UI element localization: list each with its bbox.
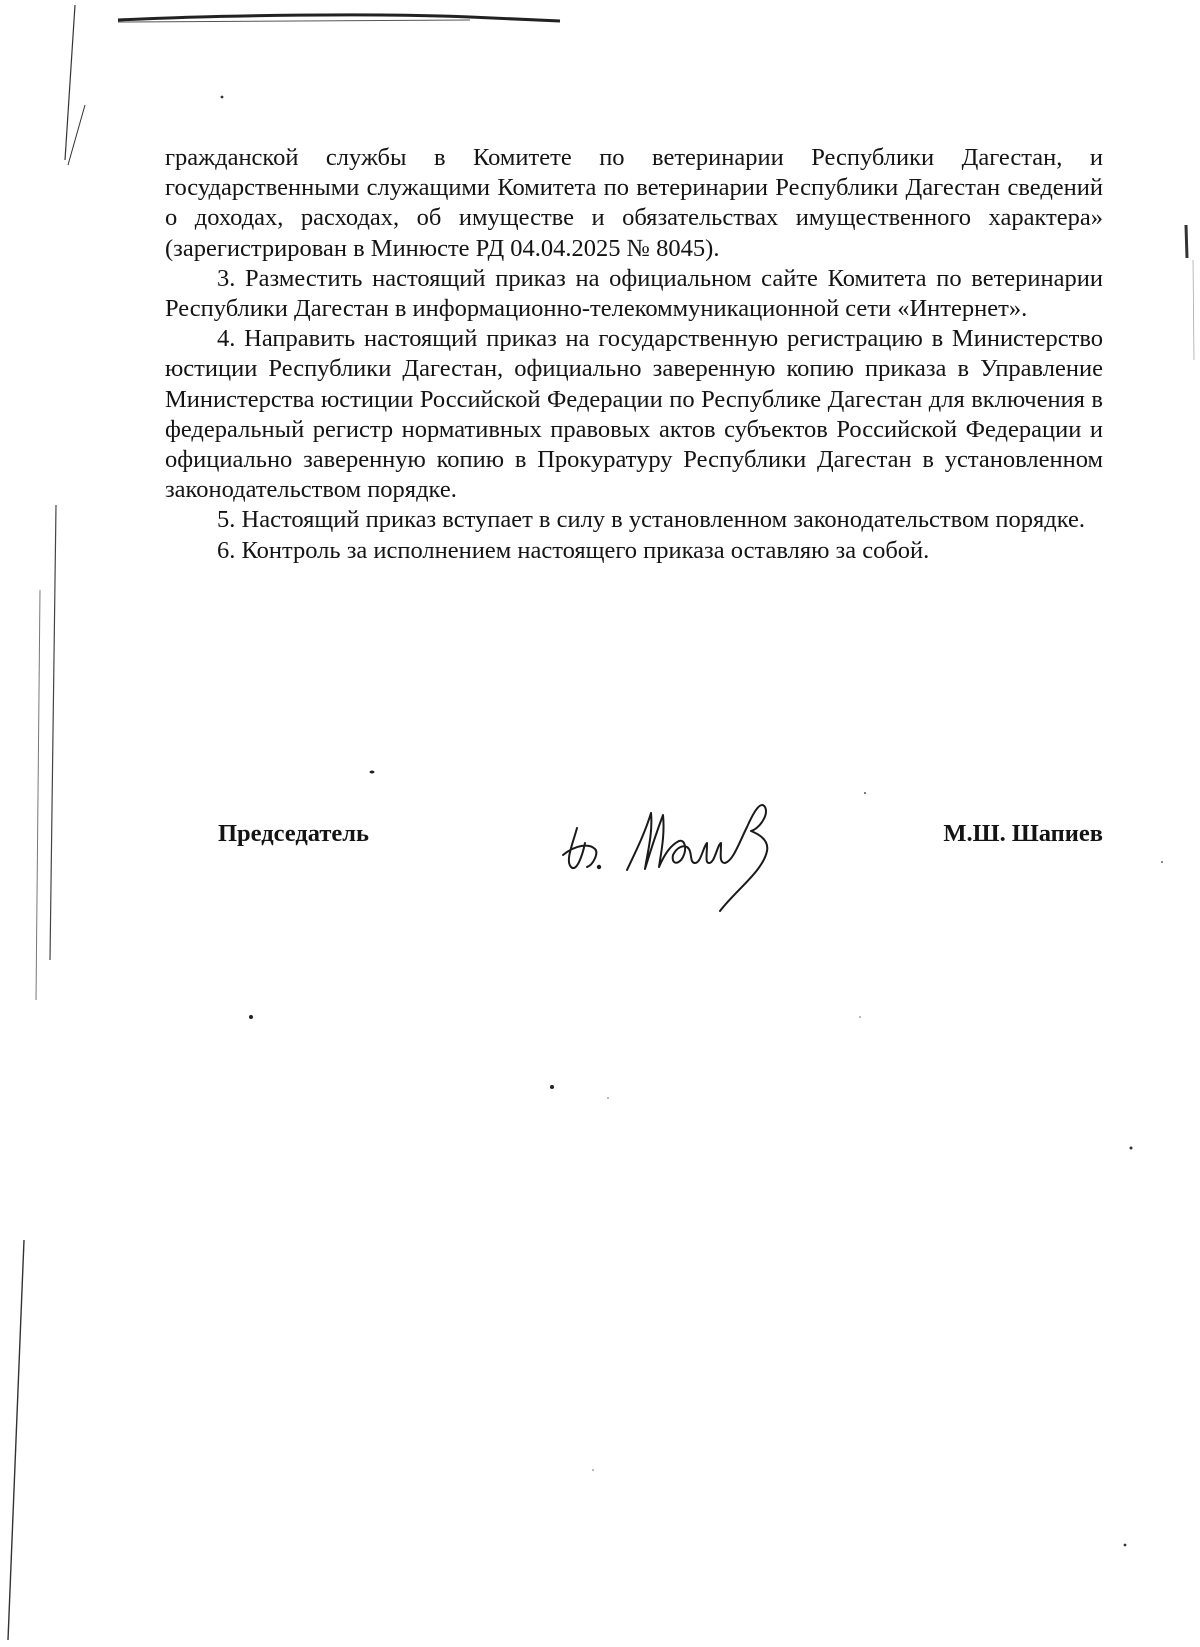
paragraph-item-6: 6. Контроль за исполнением настоящего приказа оставляю за собой.	[217, 536, 930, 564]
paragraph-continuation: гражданской службы в Комитете по ветеринарии Республики Дагестан, и государственными служащими Комитета по ветеринарии Республики Дагестан сведений о доходах, расходах, об имуществе и обязательствах имущественного характера» (зарегистрирован в Минюсте РД 04.04.2025 № 8045).	[165, 144, 1103, 262]
handwritten-signature	[555, 783, 815, 913]
paragraph-item-5: 5. Настоящий приказ вступает в силу в установленном законодательством порядке.	[217, 506, 1086, 534]
signatory-name: М.Ш. Шапиев	[943, 820, 1103, 847]
signatory-position: Председатель	[218, 820, 369, 847]
paragraph-item-4: 4. Направить настоящий приказ на государственную регистрацию в Министерство юстиции Республики Дагестан, официально заверенную копию приказа в Управление Министерства юстиции Российской Федерации по Республике Дагестан для включения в федеральный регистр нормативных правовых актов субъектов Российской Федерации и официально заверенную копию в Прокуратуру Республики Дагестан в установленном законодательством порядке.	[165, 325, 1103, 504]
paragraph-item-3: 3. Разместить настоящий приказ на официальном сайте Комитета по ветеринарии Республики Дагестан в информационно-телекоммуникационной сети «Интернет».	[165, 264, 1103, 323]
document-body	[165, 143, 1103, 566]
